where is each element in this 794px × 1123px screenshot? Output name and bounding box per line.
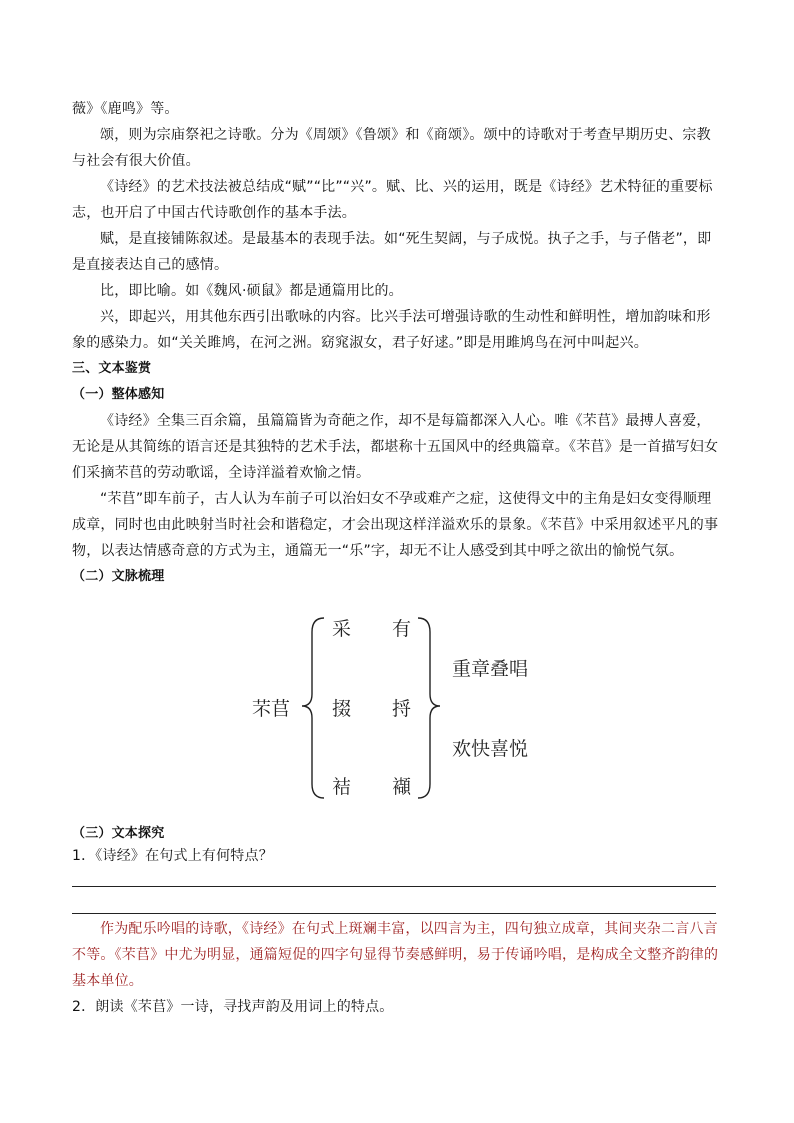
diagram-right-item: 捋 (392, 698, 412, 720)
paragraph: 比，即比喻。如《魏风·硕鼠》都是通篇用比的。 (100, 283, 403, 299)
answer-line (72, 886, 716, 887)
paragraph: 薇》《鹿鸣》等。 (72, 101, 179, 117)
subsection-heading: （二）文脉梳理 (72, 569, 165, 584)
paragraph: 《诗经》全集三百余篇，虽篇篇皆为奇葩之作，却不是每篇都深入人心。唯《芣苢》最搏人喜爱，无论是从其简练的语言还是其独特的艺术手法，都堪称十五国风中的经典篇章。《芣苢》是一首描写妇女们采摘芣苢的劳动歌谣，全诗洋溢着欢愉之情。 (72, 413, 719, 481)
diagram-left-item: 采 (332, 618, 352, 640)
diagram-result: 欢快喜悦 (452, 738, 529, 760)
structure-diagram (240, 610, 570, 815)
paragraph: 《诗经》的艺术技法被总结成“赋”“比”“兴”。赋、比、兴的运用，既是《诗经》艺术特征的重要标志，也开启了中国古代诗歌创作的基本手法。 (72, 179, 713, 221)
question: 2．朗读《芣苢》一诗，寻找声韵及用词上的特点。 (72, 999, 394, 1015)
diagram-left-item: 掇 (332, 698, 352, 720)
subsection-heading: （一）整体感知 (72, 387, 165, 402)
section-heading: 三、文本鉴赏 (72, 361, 152, 376)
diagram-result: 重章叠唱 (452, 658, 529, 680)
answer-text: 作为配乐吟唱的诗歌，《诗经》在句式上斑斓丰富，以四言为主，四句独立成章，其间夹杂二言八言不等。《芣苢》中尤为明显，通篇短促的四字句显得节奏感鲜明，易于传诵吟唱，是构成全文整齐韵律的基本单位。 (72, 921, 719, 989)
paragraph: “芣苢”即车前子，古人认为车前子可以治妇女不孕或难产之症，这使得文中的主角是妇女变得顺理成章，同时也由此映射当时社会和谐稳定，才会出现这样洋溢欢乐的景象。《芣苢》中采用叙述平凡的事物，以表达情感奇意的方式为主，通篇无一“乐”字，却无不让人感受到其中呼之欲出的愉悦气氛。 (72, 491, 719, 559)
paragraph: 赋，是直接铺陈叙述。是最基本的表现手法。如“死生契阔，与子成悦。执子之手，与子偕老”，即是直接表达自己的感情。 (72, 231, 712, 273)
diagram-right-item: 襭 (392, 776, 412, 798)
question: 1．《诗经》在句式上有何特点？ (72, 848, 273, 864)
diagram-left-item: 袺 (332, 776, 352, 798)
left-brace (302, 618, 324, 798)
diagram-right-item: 有 (392, 618, 412, 640)
subsection-heading: （三）文本探究 (72, 826, 165, 841)
answer-line (72, 913, 716, 914)
diagram-root: 芣苢 (252, 698, 291, 720)
right-brace (418, 618, 440, 798)
paragraph: 兴，即起兴，用其他东西引出歌咏的内容。比兴手法可增强诗歌的生动性和鲜明性，增加韵味和形象的感染力。如“关关雎鸠，在河之洲。窈窕淑女，君子好逑。”即是用雎鸠鸟在河中叫起兴。 (72, 309, 711, 351)
paragraph: 颂，则为宗庙祭祀之诗歌。分为《周颂》《鲁颂》和《商颂》。颂中的诗歌对于考查早期历史、宗教与社会有很大价值。 (72, 127, 711, 169)
